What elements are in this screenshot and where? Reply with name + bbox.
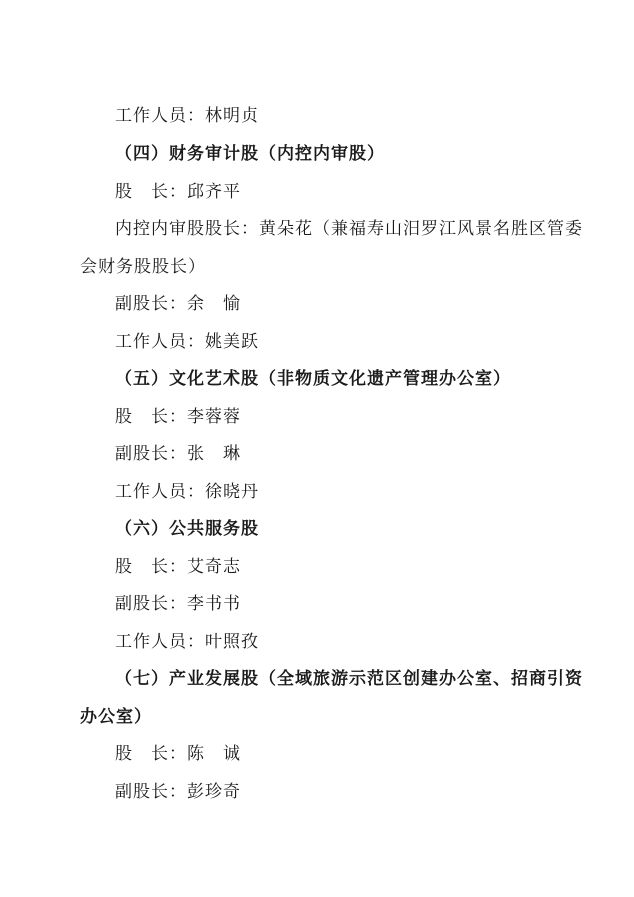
chief-line: 股 长：李蓉蓉 <box>115 407 241 427</box>
internal-audit-chief-line: 内控内审股股长：黄朵花（兼福寿山汨罗江风景名胜区管委 <box>115 219 583 239</box>
staff-line: 工作人员：林明贞 <box>115 106 259 126</box>
section-heading-7: （七）产业发展股（全域旅游示范区创建办公室、招商引资 <box>115 669 583 689</box>
chief-line: 股 长：艾奇志 <box>115 557 241 577</box>
section-heading-5: （五）文化艺术股（非物质文化遗产管理办公室） <box>115 369 511 389</box>
chief-line: 股 长：陈 诚 <box>115 744 241 764</box>
deputy-chief-line: 副股长：彭珍奇 <box>115 782 241 802</box>
staff-line: 工作人员：姚美跃 <box>115 332 259 352</box>
section-heading-6: （六）公共服务股 <box>115 519 259 539</box>
section-heading-4: （四）财务审计股（内控内审股） <box>115 144 385 164</box>
section-heading-7-cont: 办公室） <box>80 707 152 727</box>
deputy-chief-line: 副股长：李书书 <box>115 594 241 614</box>
internal-audit-chief-line-cont: 会财务股股长） <box>80 257 206 277</box>
deputy-chief-line: 副股长：张 琳 <box>115 444 241 464</box>
staff-line: 工作人员：叶照孜 <box>115 632 259 652</box>
staff-line: 工作人员：徐晓丹 <box>115 482 259 502</box>
deputy-chief-line: 副股长：余 愉 <box>115 294 241 314</box>
chief-line: 股 长：邱齐平 <box>115 182 241 202</box>
